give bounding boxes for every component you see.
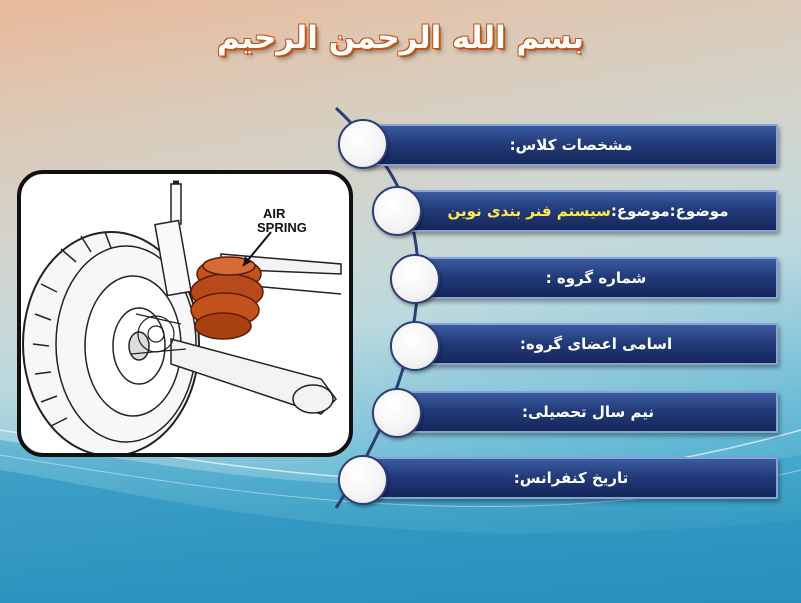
item-label: تاریخ کنفرانس: — [513, 469, 629, 487]
air-spring-drawing — [191, 257, 263, 339]
item-bar-semester — [398, 391, 778, 433]
item-bar-member-names — [414, 323, 778, 365]
item-bar-class-details — [364, 124, 778, 166]
item-bar-conference-date — [364, 457, 778, 499]
bullet-circle — [372, 388, 422, 438]
air-spring-illustration — [17, 170, 353, 457]
bullet-circle — [338, 455, 388, 505]
topic-highlight: سیستم فنر بندی نوین — [447, 202, 611, 220]
bullet-circle — [338, 119, 388, 169]
bullet-circle — [390, 254, 440, 304]
item-label: اسامی اعضای گروه: — [519, 335, 673, 353]
item-label: موضوع:موضوع: — [610, 202, 729, 220]
item-label: شماره گروه : — [545, 269, 647, 287]
item-label: مشخصات کلاس: — [509, 136, 633, 154]
bullet-circle — [372, 186, 422, 236]
item-label: نیم سال تحصیلی: — [522, 403, 655, 421]
caption-spring: SPRING — [257, 220, 307, 235]
item-bar-group-number — [414, 257, 778, 299]
bullet-circle — [390, 321, 440, 371]
caption-air: AIR — [263, 206, 286, 221]
slide-title: بسم الله الرحمن الرحیم — [216, 20, 585, 56]
item-bar-topic — [398, 190, 778, 232]
